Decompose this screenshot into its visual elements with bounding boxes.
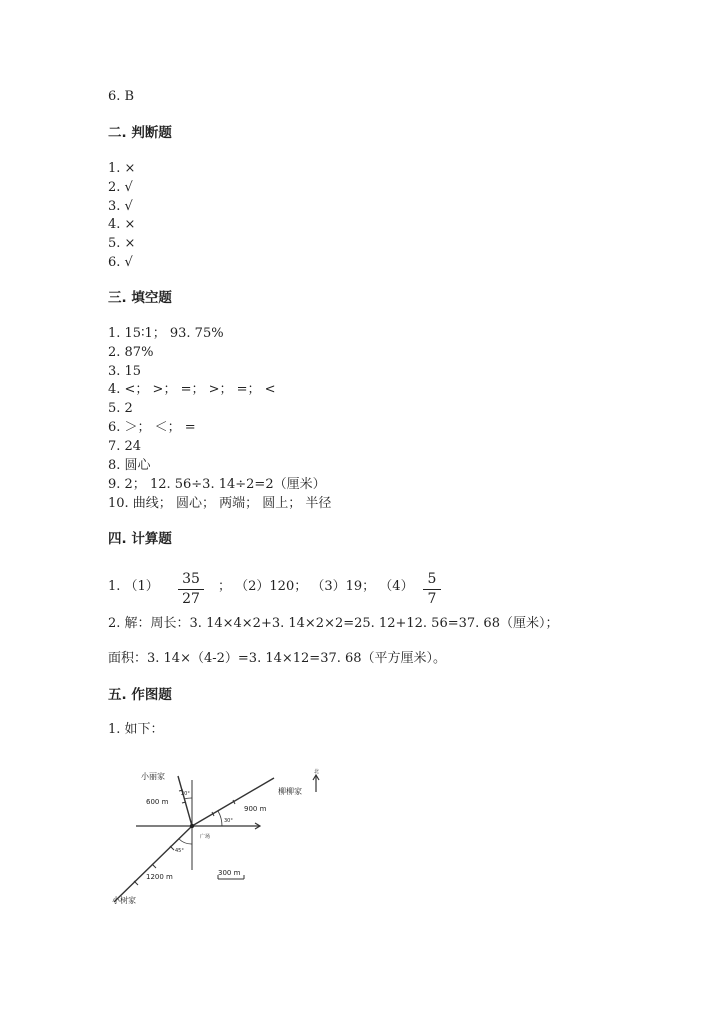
route-to-xiaoli [178,776,192,826]
label-dist-900: 900 m [244,805,267,813]
label-xiaoshu: 小树家 [112,896,136,905]
label-xiaoli: 小丽家 [141,772,165,781]
fill-item-10: 10. 曲线； 圆心； 两端； 圆上； 半径 [108,496,332,511]
calc-q1-fraction-1 [178,571,204,608]
label-scale: 300 m [218,869,241,877]
section-heading-calc: 四. 计算题 [108,531,172,547]
fill-item-9: 9. 2； 12. 56÷3. 14÷2=2（厘米） [108,477,326,492]
fraction-1-bar [178,589,204,590]
judge-item-5: 5. × [108,236,136,251]
fraction-2-denominator: 7 [427,591,437,607]
draw-q1: 1. 如下： [108,722,164,737]
judge-item-1: 1. × [108,161,136,176]
route-to-liuliu [192,778,274,826]
judge-item-6: 6. √ [108,255,133,270]
judge-item-4: 4. × [108,217,136,232]
label-angle-30: 30° [224,818,233,824]
fill-item-7: 7. 24 [108,439,142,454]
route-to-xiaoshu [114,826,192,902]
label-liuliu: 柳柳家 [278,787,302,796]
calc-q2-line1: 2. 解：周长：3. 14×4×2+3. 14×2×2=25. 12+12. 56=37. 68（厘米）； [108,616,559,631]
judge-item-2: 2. √ [108,180,133,195]
fraction-1-denominator: 27 [182,591,200,607]
label-dist-600: 600 m [146,798,169,806]
tick [134,881,138,885]
angle-arc-30 [218,811,222,826]
calc-q1-prefix: 1. （1） [108,579,159,594]
calc-q1-fraction-2 [423,571,441,608]
fraction-2-bar [423,589,441,590]
tick [170,846,174,850]
calc-q1-middle: ； （2）120； （3）19； （4） [218,579,414,594]
judge-item-3: 3. √ [108,199,133,214]
square-point [190,824,194,828]
label-angle-45: 45° [175,848,184,854]
section-heading-judge: 二. 判断题 [108,125,172,141]
direction-diagram [108,762,358,912]
fill-item-6: 6. ＞； ＜； = [108,420,196,435]
fraction-2-numerator: 5 [427,571,437,587]
fill-item-3: 3. 15 [108,364,142,379]
fill-item-4: 4. <； >； =； >； =； < [108,382,276,397]
fill-item-8: 8. 圆心 [108,458,151,473]
fraction-1-numerator: 35 [182,571,200,587]
fill-item-1: 1. 15∶1； 93. 75% [108,326,224,341]
label-square: 广场 [200,834,211,840]
label-angle-20: 20° [181,791,190,797]
tick [152,864,156,868]
label-dist-1200: 1200 m [146,873,173,881]
fill-item-5: 5. 2 [108,401,133,416]
answer-6b: 6. B [108,89,135,104]
angle-arc-20 [184,798,192,799]
calc-q2-line2: 面积：3. 14×（4-2）=3. 14×12=37. 68（平方厘米）。 [108,651,447,666]
fill-item-2: 2. 87% [108,345,154,360]
label-north: 北 [314,769,320,775]
section-heading-fill: 三. 填空题 [108,290,172,306]
angle-arc-45 [179,839,192,844]
section-heading-draw: 五. 作图题 [108,687,172,703]
